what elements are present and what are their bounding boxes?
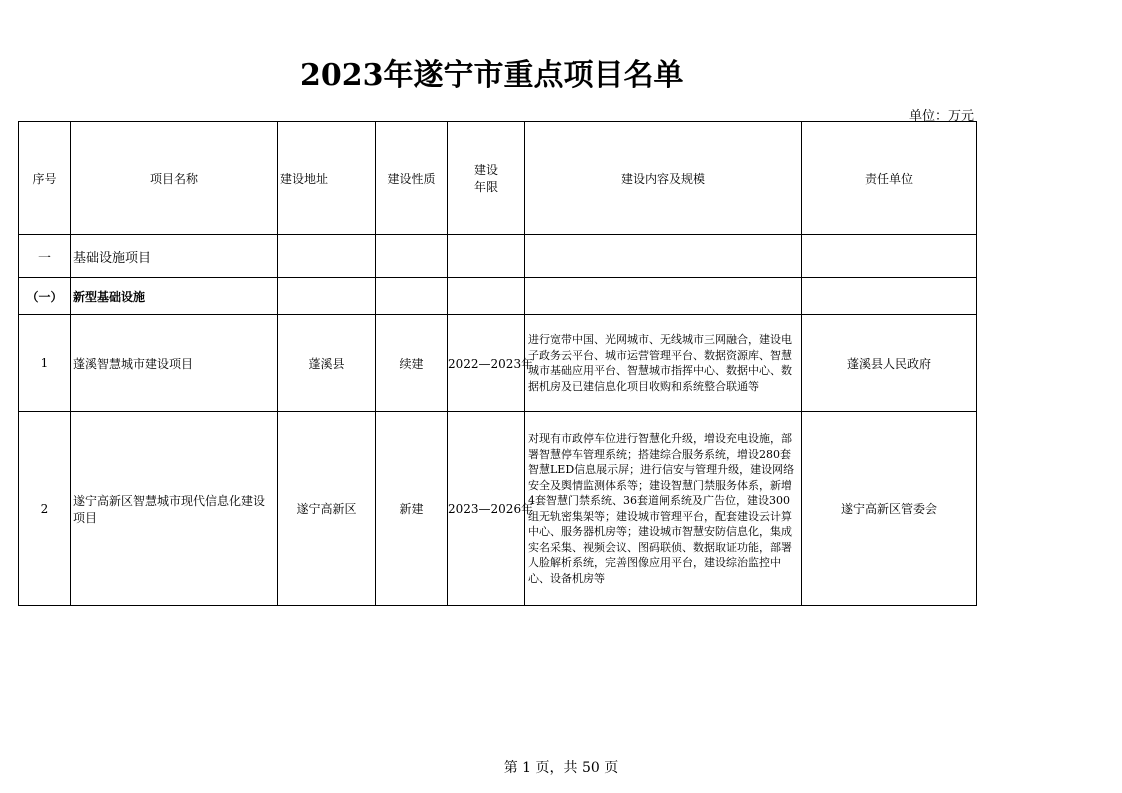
empty-cell xyxy=(448,235,525,278)
header-content: 建设内容及规模 xyxy=(525,122,802,235)
row-address: 蓬溪县 xyxy=(278,315,376,412)
row-number: 2 xyxy=(19,412,71,606)
empty-cell xyxy=(802,278,977,315)
subsection-name: 新型基础设施 xyxy=(71,278,278,315)
section-row xyxy=(19,235,977,278)
row-number: 1 xyxy=(19,315,71,412)
row-project-name: 遂宁高新区智慧城市现代信息化建设项目 xyxy=(71,412,278,606)
row-project-name: 蓬溪智慧城市建设项目 xyxy=(71,315,278,412)
table-row xyxy=(19,315,977,412)
header-nature: 建设性质 xyxy=(376,122,448,235)
unit-label: 单位：万元 xyxy=(908,109,974,124)
empty-cell xyxy=(525,278,802,315)
row-nature: 新建 xyxy=(376,412,448,606)
row-years: 2022—2023年 xyxy=(448,315,525,412)
header-years xyxy=(448,122,525,235)
table-row xyxy=(19,412,977,606)
row-responsible-unit: 蓬溪县人民政府 xyxy=(802,315,977,412)
row-content: 对现有市政停车位进行智慧化升级，增设充电设施，部署智慧停车管理系统；搭建综合服务系统，增设280套智慧LED信息展示屏；进行信安与管理升级，建设网络安全及舆情监测体系等；建设智慧门禁服务体系，新增4套智慧门禁系统、36套道闸系统及广告位，建设300组无轨密集架等；建设城市管理平台，配套建设云计算中心、服务器机房等；建设城市智慧安防信息化，集成实名采集、视频会议、图码联侦、数据取证功能，部署人脸解析系统，完善图像应用平台，建设综治监控中心、设备机房等 xyxy=(525,412,802,606)
header-no: 序号 xyxy=(19,122,71,235)
subsection-row xyxy=(19,278,977,315)
subsection-number: （一） xyxy=(19,278,71,315)
header-years-line2: 年限 xyxy=(473,180,498,194)
header-address: 建设地址 xyxy=(278,122,376,235)
section-name: 基础设施项目 xyxy=(71,235,278,278)
project-table xyxy=(18,121,977,606)
table-header-row xyxy=(19,122,977,235)
page-title: 2023年遂宁市重点项目名单 xyxy=(300,58,684,93)
row-nature: 续建 xyxy=(376,315,448,412)
row-content: 进行宽带中国、光网城市、无线城市三网融合，建设电子政务云平台、城市运营管理平台、数据资源库、智慧城市基础应用平台、智慧城市指挥中心、数据中心、数据机房及已建信息化项目收购和系统整合联通等 xyxy=(525,315,802,412)
empty-cell xyxy=(525,235,802,278)
empty-cell xyxy=(448,278,525,315)
section-number: 一 xyxy=(19,235,71,278)
empty-cell xyxy=(278,235,376,278)
header-years-line1: 建设 xyxy=(473,163,498,177)
empty-cell xyxy=(802,235,977,278)
row-years: 2023—2026年 xyxy=(448,412,525,606)
empty-cell xyxy=(278,278,376,315)
row-responsible-unit: 遂宁高新区管委会 xyxy=(802,412,977,606)
empty-cell xyxy=(376,235,448,278)
empty-cell xyxy=(376,278,448,315)
row-address: 遂宁高新区 xyxy=(278,412,376,606)
header-project-name: 项目名称 xyxy=(71,122,278,235)
header-responsible-unit: 责任单位 xyxy=(802,122,977,235)
page-footer: 第 1 页，共 50 页 xyxy=(503,760,619,776)
